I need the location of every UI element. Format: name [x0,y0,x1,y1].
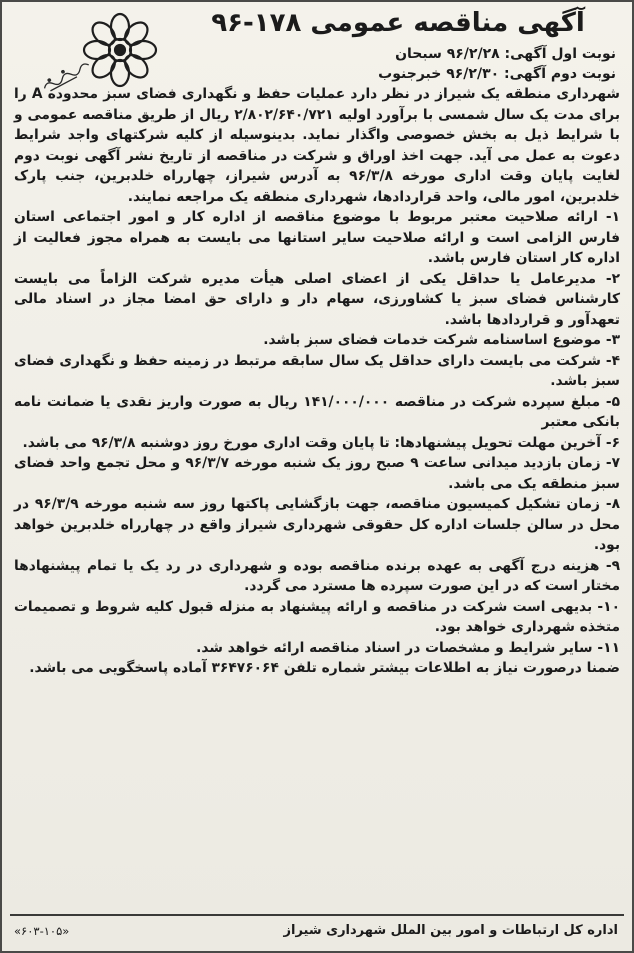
issuing-office: اداره کل ارتباطات و امور بین الملل شهرداری شیراز [283,923,618,938]
condition-item-8: ۸- زمان تشکیل کمیسیون مناقصه، جهت بازگشایی پاکتها روز سه شنبه مورخه ۹۶/۳/۹ در محل در سالن جلسات اداره کل حقوقی شهرداری شیراز واقع در چهارراه خلدبرین خواهد بود. [14,496,621,553]
first-publication-date: نوبت اول آگهی: ۹۶/۲/۲۸ سبحان [395,46,616,62]
notice-body [14,84,620,679]
closing-paragraph: ضمنا درصورت نیاز به اطلاعات بیشتر شماره تلفن ۳۶۴۷۶۰۶۴ آماده پاسخگویی می باشد. [29,660,620,676]
condition-item-3: ۳- موضوع اساسنامه شرکت خدمات فضای سبز باشد. [263,332,620,348]
footer-divider [10,914,624,916]
condition-item-5: ۵- مبلغ سپرده شرکت در مناقصه ۱۴۱/۰۰۰/۰۰۰ ریال به صورت واریز نقدی یا ضمانت نامه بانکی معتبر [14,393,620,430]
second-publication-date: نوبت دوم آگهی: ۹۶/۲/۳۰ خبرجنوب [378,66,616,82]
intro-paragraph: شهرداری منطقه یک شیراز در نظر دارد عملیات حفظ و نگهداری فضای سبز محدوده A را برای مدت یک سال شمسی با برآورد اولیه ۲/۸۰۲/۶۴۰/۷۲۱ ریال از طریق مناقصه عمومی و با شرایط ذیل به بخش خصوصی واگذار نماید. بدینوسیله از کلیه شرکتهای واجد شرایط دعوت به عمل می آید. جهت اخذ اوراق و شرکت در مناقصه از تاریخ نشر آگهی نوبت دوم لغایت پایان وقت اداری مورخه ۹۶/۳/۸ به آدرس شیراز، چهارراه خلدبرین، جنب پارک خلدبرین، امور مالی، واحد قراردادها، شهرداری منطقه یک مراجعه نمایند. [14,86,620,205]
condition-item-2: ۲- مدیرعامل یا حداقل یکی از اعضای اصلی هیأت مدیره شرکت الزاماً می بایست کارشناس فضای سبز یا کشاورزی، سهام دار و دارای حق امضا مجاز در اسناد مالی تعهدآور و قراردادها باشد. [14,270,620,328]
condition-item-1: ۱- ارائه صلاحیت معتبر مربوط با موضوع مناقصه از اداره کار و امور اجتماعی استان فارس الزامی است و ارائه صلاحیت سایر استانها می بایست به همراه مجوز فعالیت از اداره کار استان فارس باشد. [14,209,620,266]
condition-item-11: ۱۱- سایر شرایط و مشخصات در اسناد مناقصه ارائه خواهد شد. [196,639,620,656]
condition-item-6: ۶- آخرین مهلت تحویل پیشنهادها: تا پایان وقت اداری مورخ روز دوشنبه ۹۶/۳/۸ می باشد. [22,434,620,451]
notice-code: «۶۰۳-۱۰۵» [14,924,70,938]
notice-title: آگهی مناقصه عمومی ۱۷۸-۹۶ [211,8,585,38]
condition-item-4: ۴- شرکت می بایست دارای حداقل یک سال سابقه مرتبط در زمینه حفظ و نگهداری فضای سبز باشد. [14,352,620,389]
condition-item-9: ۹- هزینه درج آگهی به عهده برنده مناقصه بوده و شهرداری در رد یک یا تمام پیشنهادها مختار است که در این صورت سپرده ها مسترد می گردد. [14,557,620,594]
publication-dates [176,44,616,84]
condition-item-7: ۷- زمان بازدید میدانی ساعت ۹ صبح روز یک شنبه مورخه ۹۶/۳/۷ و محل تجمع واحد فضای سبز منطقه یک می باشد. [14,455,620,492]
condition-item-10: ۱۰- بدیهی است شرکت در مناقصه و ارائه پیشنهاد به منزله قبول کلیه شروط و تصمیمات متخذه شهرداری خواهد بود. [14,598,620,635]
footer [14,918,618,944]
